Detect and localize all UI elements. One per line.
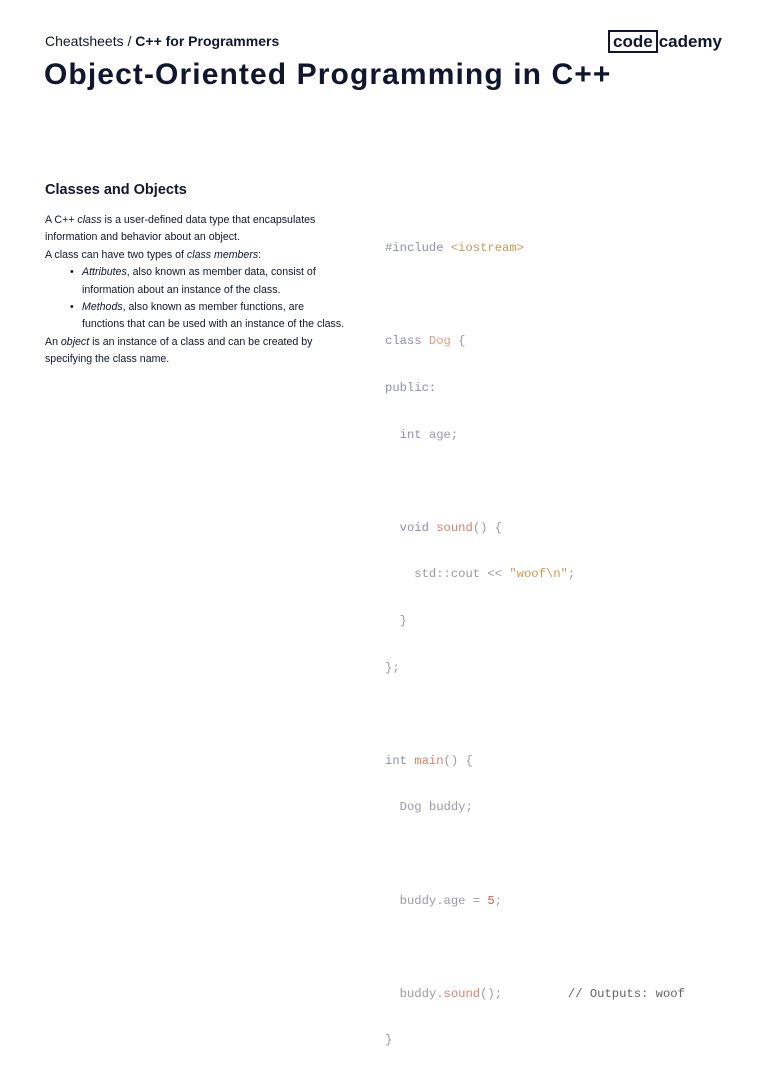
code-line-blank (385, 843, 685, 866)
code-line (385, 330, 685, 353)
code-token: (); (480, 986, 503, 1001)
code-token: void (399, 520, 429, 535)
code-token: ; (494, 893, 503, 908)
code-token: sound (436, 520, 473, 535)
code-indent (385, 428, 400, 442)
term-attributes: Attributes (82, 266, 127, 279)
code-token: "woof\n" (509, 567, 568, 582)
logo-rest-text: cademy (658, 31, 723, 51)
code-line-blank (385, 284, 685, 307)
code-indent (385, 521, 400, 535)
code-token: age; (421, 427, 459, 442)
code-token: } (385, 614, 407, 629)
code-token: std::cout << (414, 567, 510, 582)
code-line-blank (385, 703, 685, 726)
code-token: Dog (428, 334, 451, 349)
code-token: int (385, 753, 407, 768)
text: , also known as member functions, are functions that can be used with an instance of the class. (82, 301, 345, 331)
code-token: }; (385, 660, 400, 675)
code-token: { (450, 334, 466, 349)
paragraph-class-definition (45, 212, 345, 247)
code-token: main (414, 753, 444, 768)
code-token: ; (567, 567, 576, 582)
code-example (385, 214, 685, 1076)
text: , also known as member data, consist of information about an instance of the class. (82, 266, 316, 296)
term-class-members: class members (186, 248, 259, 261)
code-token: buddy.age = (385, 893, 488, 908)
code-token: class (385, 334, 422, 349)
code-token: Dog buddy; (385, 800, 473, 815)
list-item-methods (82, 299, 345, 334)
section-body (45, 212, 345, 369)
paragraph-class-members (45, 247, 345, 264)
text: A C++ (45, 214, 78, 226)
breadcrumb-link-cheatsheets[interactable]: Cheatsheets (45, 33, 124, 49)
paragraph-object-definition (45, 334, 345, 369)
text: is an instance of a class and can be created by specifying the class name. (45, 335, 313, 366)
code-line-blank (385, 936, 685, 959)
code-line (385, 237, 685, 260)
code-line (385, 750, 685, 773)
code-token: public: (385, 381, 437, 396)
code-line (385, 890, 685, 913)
code-indent (385, 567, 414, 581)
text: An (45, 335, 61, 348)
class-members-list (45, 264, 345, 334)
code-line (385, 983, 685, 1006)
code-token: () { (443, 753, 473, 768)
text: A class can have two types of (45, 248, 187, 261)
code-line (385, 796, 685, 819)
code-line (385, 517, 685, 540)
code-gap (502, 987, 568, 1001)
code-token: buddy. (385, 986, 444, 1001)
code-token: sound (443, 986, 481, 1001)
breadcrumb (45, 33, 279, 49)
text: : (258, 248, 262, 261)
code-comment: // Outputs: woof (567, 986, 685, 1001)
code-line (385, 424, 685, 447)
code-line (385, 657, 685, 680)
code-line (385, 377, 685, 400)
logo-boxed-text: code (608, 30, 658, 53)
text: is a user-defined data type that encapsulates information and behavior about an object. (45, 214, 316, 244)
term-class: class (77, 214, 102, 226)
code-token: int (399, 427, 422, 442)
page-title: Object-Oriented Programming in C++ (44, 58, 612, 91)
code-token: () { (472, 520, 503, 535)
code-line (385, 563, 685, 586)
breadcrumb-separator: / (123, 33, 136, 49)
code-line-blank (385, 470, 685, 493)
term-object: object (60, 335, 90, 348)
code-token: <iostream> (450, 241, 524, 256)
code-token: } (385, 1033, 393, 1048)
code-token: #include (385, 241, 451, 256)
code-line (385, 1029, 685, 1052)
list-item-attributes (82, 264, 345, 299)
term-methods: Methods (82, 301, 123, 314)
code-line (385, 610, 685, 633)
codecademy-logo[interactable] (608, 30, 722, 53)
section-heading: Classes and Objects (45, 182, 187, 198)
breadcrumb-link-current[interactable]: C++ for Programmers (135, 33, 280, 49)
code-token: 5 (487, 893, 495, 908)
